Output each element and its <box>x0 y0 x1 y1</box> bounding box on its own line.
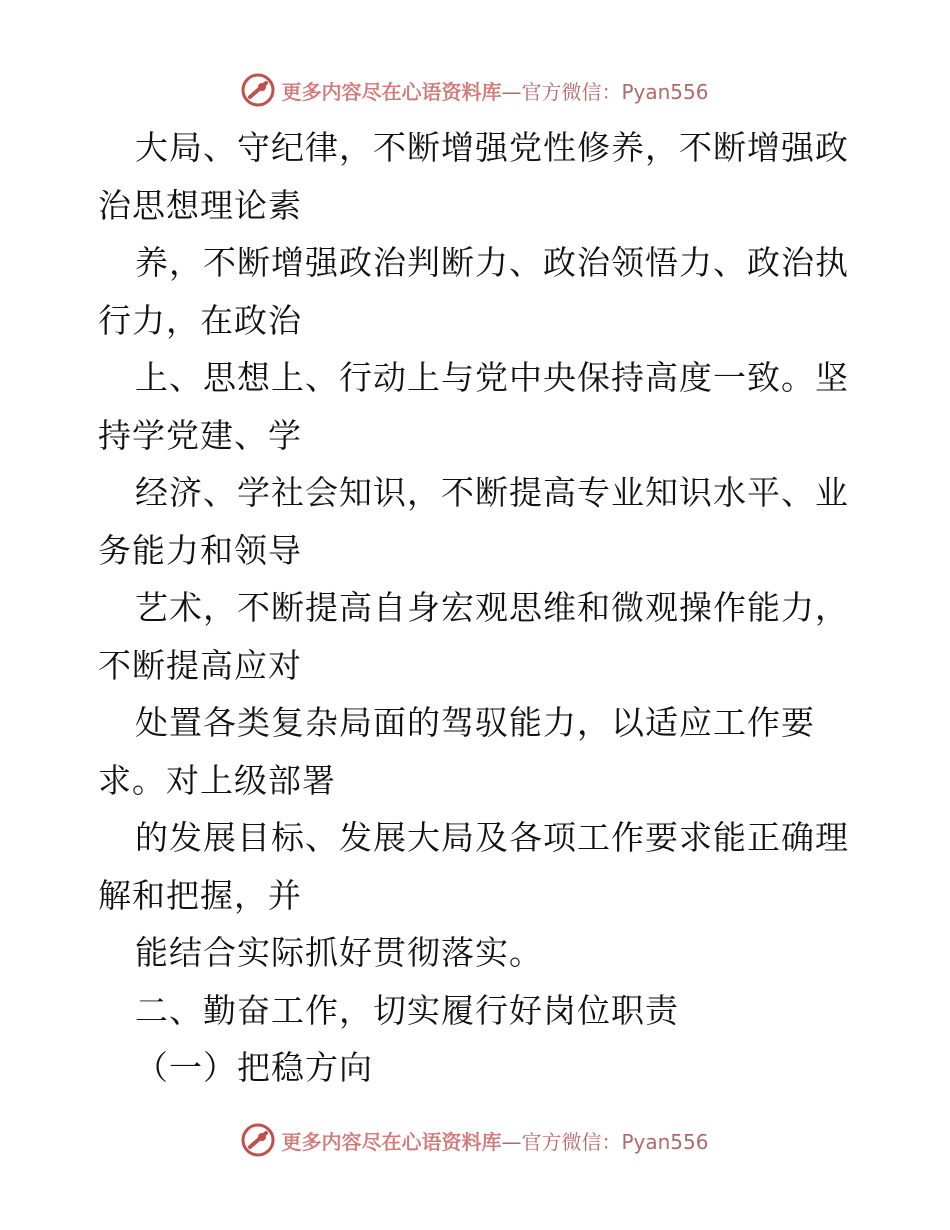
text-line: 处置各类复杂局面的驾驭能力，以适应工作要 <box>135 703 815 742</box>
text-line: 务能力和领导 <box>98 530 302 570</box>
footer-watermark <box>0 1120 950 1160</box>
section-heading: 二、勤奋工作，切实履行好岗位职责 <box>135 990 679 1030</box>
text-line: 能结合实际抓好贯彻落实。 <box>135 933 543 972</box>
text-line: 持学党建、学 <box>98 415 302 455</box>
seal-logo-icon <box>241 1123 275 1157</box>
text-line: 大局、守纪律，不断增强党性修养，不断增强政 <box>135 128 849 167</box>
text-line: 解和把握，并 <box>98 875 302 915</box>
text-line: 经济、学社会知识，不断提高专业知识水平、业 <box>135 473 849 512</box>
text-line: 不断提高应对 <box>98 645 302 685</box>
text-line: 的发展目标、发展大局及各项工作要求能正确理 <box>135 818 849 857</box>
document-body <box>98 119 858 1097</box>
text-line: 求。对上级部署 <box>98 760 336 800</box>
text-line: 行力，在政治 <box>98 300 302 340</box>
watermark-text: 更多内容尽在心语资料库—官方微信：Pyan556 <box>281 1129 709 1154</box>
subsection-heading: （一）把稳方向 <box>135 1048 373 1087</box>
header-watermark <box>0 70 950 110</box>
seal-logo-icon <box>241 73 275 107</box>
text-line: 上、思想上、行动上与党中央保持高度一致。坚 <box>135 358 849 397</box>
watermark-text: 更多内容尽在心语资料库—官方微信：Pyan556 <box>281 79 709 104</box>
text-line: 治思想理论素 <box>98 185 302 225</box>
text-line: 养，不断增强政治判断力、政治领悟力、政治执 <box>135 243 849 282</box>
text-line: 艺术，不断提高自身宏观思维和微观操作能力， <box>135 588 849 627</box>
